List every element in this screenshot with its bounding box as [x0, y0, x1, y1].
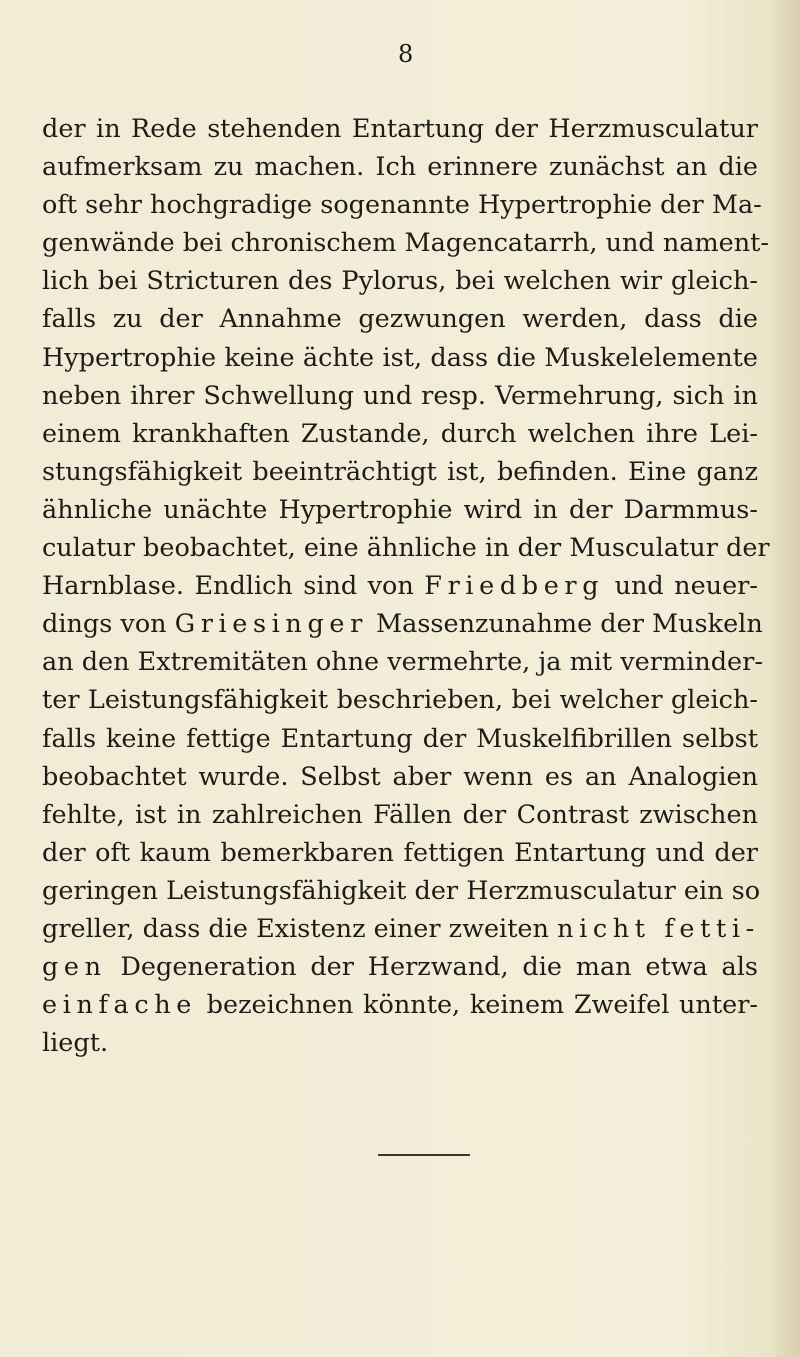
- text-segment: fehlte, ist in zahlreichen Fällen der Contrast zwischen: [42, 799, 758, 830]
- text-segment: dings von: [42, 609, 175, 640]
- text-segment: ter Leistungsfähigkeit beschrieben, bei welcher gleich-: [42, 685, 758, 716]
- text-line: [42, 1024, 758, 1062]
- text-segment: lich bei Stricturen des Pylorus, bei welchen wir gleich-: [42, 266, 758, 297]
- text-segment: culatur beobachtet, eine ähnliche in der Musculatur der: [42, 533, 770, 564]
- text-line: [42, 415, 758, 453]
- text-line: [42, 453, 758, 491]
- text-segment: ähnliche unächte Hypertrophie wird in der Darmmus-: [42, 494, 758, 525]
- text-segment: der in Rede stehenden Entartung der Herzmusculatur: [42, 114, 758, 144]
- spaced-emphasis: Friedberg: [424, 571, 605, 602]
- text-line: [42, 758, 758, 796]
- text-segment: bezeichnen könnte, keinem Zweifel unter-: [197, 990, 758, 1021]
- text-segment: einem krankhaften Zustande, durch welchen ihre Lei-: [42, 418, 758, 449]
- text-segment: geringen Leistungsfähigkeit der Herzmusculatur ein so: [42, 875, 761, 906]
- page-number: 8: [398, 40, 414, 68]
- text-line: [42, 186, 762, 224]
- text-line: [42, 300, 758, 338]
- text-line: [42, 681, 758, 719]
- spaced-emphasis: gen: [42, 952, 107, 983]
- text-segment: Massenzunahme der Muskeln: [367, 609, 763, 640]
- text-line: [42, 986, 758, 1024]
- text-segment: Harnblase. Endlich sind von: [42, 571, 425, 602]
- text-line: [42, 720, 758, 758]
- text-line: [42, 110, 758, 148]
- text-line: [42, 834, 758, 872]
- text-line: [42, 339, 758, 377]
- spaced-emphasis: Griesinger: [174, 609, 368, 640]
- text-segment: genwände bei chronischem Magencatarrh, und nament-: [42, 228, 770, 259]
- text-line: [42, 262, 758, 300]
- text-segment: an den Extremitäten ohne vermehrte, ja mit verminder-: [42, 647, 763, 678]
- text-line: [42, 529, 770, 567]
- body-text: [42, 110, 770, 1062]
- text-line: [42, 796, 758, 834]
- text-segment: oft sehr hochgradige sogenannte Hypertrophie der Ma-: [42, 190, 762, 221]
- text-segment: stungsfähigkeit beeinträchtigt ist, befinden. Eine ganz: [42, 456, 758, 487]
- text-line: [42, 491, 758, 529]
- text-segment: Degeneration der Herzwand, die man etwa als: [106, 952, 758, 983]
- text-segment: beobachtet wurde. Selbst aber wenn es an Analogien: [42, 761, 758, 792]
- text-segment: neben ihrer Schwellung und resp. Vermehrung, sich in: [42, 380, 758, 411]
- text-line: [42, 872, 761, 910]
- text-line: [42, 148, 758, 186]
- text-line: [42, 910, 758, 948]
- text-segment: falls keine fettige Entartung der Muskelfibrillen selbst: [42, 723, 758, 754]
- text-line: [42, 948, 758, 986]
- text-segment: und neuer-: [604, 571, 758, 602]
- text-segment: falls zu der Annahme gezwungen werden, dass die: [42, 304, 758, 335]
- end-rule: [378, 1154, 470, 1156]
- text-segment: greller, dass die Existenz einer zweiten: [42, 913, 558, 944]
- text-line: [42, 224, 770, 262]
- spaced-emphasis: nicht fetti-: [557, 913, 760, 944]
- text-line: [42, 377, 758, 415]
- text-line: [42, 567, 758, 605]
- text-segment: aufmerksam zu machen. Ich erinnere zunächst an die: [42, 152, 758, 183]
- text-segment: der oft kaum bemerkbaren fettigen Entartung und der: [42, 837, 758, 868]
- text-segment: Hypertrophie keine ächte ist, dass die Muskelelemente: [42, 342, 758, 373]
- text-segment: liegt.: [42, 1028, 109, 1059]
- text-line: [42, 643, 763, 681]
- spaced-emphasis: einfache: [42, 990, 197, 1021]
- text-line: [42, 605, 763, 643]
